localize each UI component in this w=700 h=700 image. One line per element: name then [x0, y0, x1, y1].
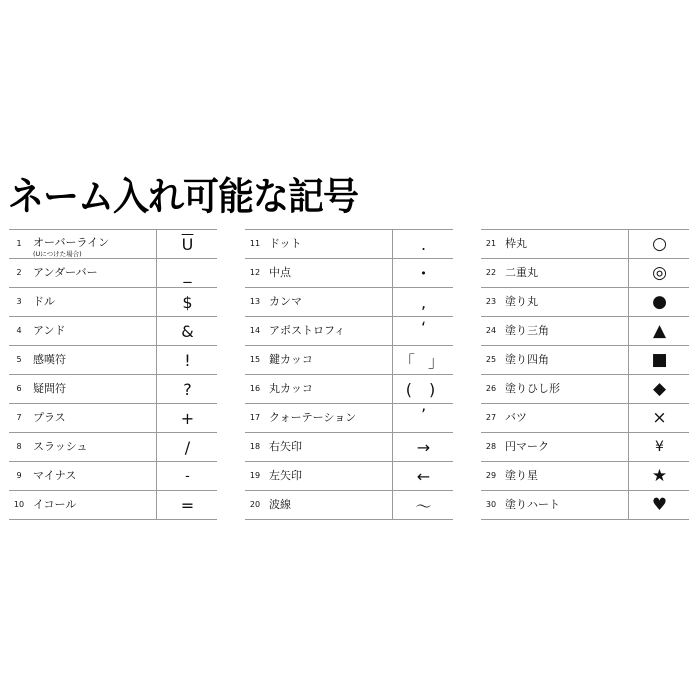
- symbol-glyph: ×: [652, 408, 667, 428]
- row-number: 1: [16, 239, 22, 248]
- row-number: 24: [485, 326, 497, 335]
- symbol-table-column-3: [481, 229, 689, 520]
- symbol-glyph: 「 」: [398, 351, 449, 371]
- row-number: 11: [249, 239, 261, 248]
- table-row: [245, 462, 453, 491]
- apostrophe-icon: [392, 317, 454, 345]
- symbol-name: 塗り三角: [505, 324, 549, 337]
- symbol-glyph: ♥: [651, 495, 668, 515]
- symbol-glyph: .: [420, 234, 427, 254]
- symbol-glyph: ( ): [405, 379, 442, 399]
- filled-star-icon: [628, 462, 690, 490]
- filled-heart-icon: [628, 491, 690, 519]
- row-number: 12: [249, 268, 261, 277]
- table-row: [481, 375, 689, 404]
- symbol-name: マイナス: [33, 469, 77, 482]
- symbol-name: 枠丸: [505, 237, 527, 250]
- comma-icon: [392, 288, 454, 316]
- question-icon: [156, 375, 218, 403]
- symbol-glyph: •: [420, 266, 427, 280]
- circle-outline-icon: [628, 230, 690, 258]
- symbol-name: イコール: [33, 498, 77, 511]
- row-number: 18: [249, 442, 261, 451]
- symbol-glyph: →: [416, 437, 431, 457]
- symbol-name: アンド: [33, 324, 66, 337]
- filled-diamond-icon: [628, 375, 690, 403]
- parentheses-icon: [392, 375, 454, 403]
- table-row: [481, 259, 689, 288]
- symbol-glyph: ○: [652, 234, 667, 254]
- cross-icon: [628, 404, 690, 432]
- symbol-name: プラス: [33, 411, 66, 424]
- symbol-glyph: =: [180, 495, 195, 515]
- underscore-icon: [156, 259, 218, 287]
- table-row: [9, 288, 217, 317]
- table-row: [9, 375, 217, 404]
- row-number: 29: [485, 471, 497, 480]
- symbol-name: 円マーク: [505, 440, 549, 453]
- table-row: [9, 491, 217, 520]
- row-number: 30: [485, 500, 497, 509]
- symbol-glyph: ●: [652, 292, 667, 312]
- symbol-glyph: ■: [651, 350, 668, 370]
- symbol-name: 丸カッコ: [269, 382, 313, 395]
- row-number: 4: [16, 326, 22, 335]
- table-row: [481, 491, 689, 520]
- table-row: [481, 462, 689, 491]
- row-number: 25: [485, 355, 497, 364]
- row-number: 3: [16, 297, 22, 306]
- minus-icon: [156, 462, 218, 490]
- symbol-name: 左矢印: [269, 469, 302, 482]
- symbol-name: アポストロフィ: [269, 324, 346, 337]
- table-row: [245, 491, 453, 520]
- filled-square-icon: [628, 346, 690, 374]
- symbol-glyph: ¥: [655, 439, 664, 455]
- row-number: 14: [249, 326, 261, 335]
- symbol-glyph: ‘: [420, 317, 427, 337]
- row-number: 8: [16, 442, 22, 451]
- row-number: 9: [16, 471, 22, 480]
- left-arrow-icon: [392, 462, 454, 490]
- row-number: 6: [16, 384, 22, 393]
- row-number: 26: [485, 384, 497, 393]
- symbol-name: カンマ: [269, 295, 302, 308]
- row-number: 27: [485, 413, 497, 422]
- equals-icon: [156, 491, 218, 519]
- symbol-name: 塗りひし形: [505, 382, 560, 395]
- symbol-glyph: &: [181, 321, 194, 341]
- symbol-name: 二重丸: [505, 266, 538, 279]
- dollar-icon: [156, 288, 218, 316]
- row-number: 21: [485, 239, 497, 248]
- table-row: [245, 230, 453, 259]
- row-number: 23: [485, 297, 497, 306]
- middle-dot-icon: [392, 259, 454, 287]
- symbol-glyph: ◎: [652, 263, 667, 283]
- symbol-glyph: /: [184, 437, 191, 457]
- symbol-glyph: +: [180, 408, 195, 428]
- table-row: [481, 404, 689, 433]
- table-row: [9, 346, 217, 375]
- symbol-name: 鍵カッコ: [269, 353, 313, 366]
- symbol-glyph: ▲: [652, 321, 667, 341]
- symbol-glyph: ?: [183, 379, 192, 399]
- corner-brackets-icon: [392, 346, 454, 374]
- symbol-name: 塗り星: [505, 469, 538, 482]
- table-row: [245, 375, 453, 404]
- yen-icon: [628, 433, 690, 461]
- symbol-glyph: ’: [420, 404, 427, 424]
- symbol-name: 塗り四角: [505, 353, 549, 366]
- symbol-name: 疑問符: [33, 382, 66, 395]
- table-row: [245, 288, 453, 317]
- table-row: [481, 346, 689, 375]
- ampersand-icon: [156, 317, 218, 345]
- table-row: [481, 433, 689, 462]
- symbol-name: 波線: [269, 498, 291, 511]
- symbol-glyph: -: [185, 468, 190, 484]
- row-number: 22: [485, 268, 497, 277]
- symbol-glyph: $: [182, 292, 193, 312]
- symbol-glyph: $\overline{U}$: [181, 234, 194, 254]
- symbol-glyph: ←: [416, 466, 431, 486]
- table-row: [245, 404, 453, 433]
- table-row: [9, 462, 217, 491]
- symbol-glyph: 〜: [415, 496, 432, 516]
- symbol-name: クォーテーション: [269, 411, 357, 424]
- symbol-glyph: ,: [420, 292, 427, 312]
- symbol-name: アンダーバー: [33, 266, 98, 279]
- row-number: 7: [16, 413, 22, 422]
- symbol-name-label: オーバーライン: [33, 236, 110, 249]
- table-row: [481, 230, 689, 259]
- symbol-name: 塗りハート: [505, 498, 560, 511]
- table-row: [9, 230, 217, 259]
- row-number: 17: [249, 413, 261, 422]
- row-number: 10: [13, 500, 25, 509]
- table-row: [245, 346, 453, 375]
- exclamation-icon: [156, 346, 218, 374]
- table-row: [245, 259, 453, 288]
- symbol-table-column-1: [9, 229, 217, 520]
- wave-dash-icon: [392, 491, 454, 519]
- dot-icon: [392, 230, 454, 258]
- row-number: 15: [249, 355, 261, 364]
- row-number: 20: [249, 500, 261, 509]
- table-row: [481, 317, 689, 346]
- table-row: [245, 317, 453, 346]
- right-arrow-icon: [392, 433, 454, 461]
- symbol-glyph: !: [184, 350, 191, 370]
- table-row: [481, 288, 689, 317]
- symbol-table-column-2: [245, 229, 453, 520]
- filled-circle-icon: [628, 288, 690, 316]
- row-number: 16: [249, 384, 261, 393]
- symbol-name: バツ: [505, 411, 527, 424]
- table-row: [9, 404, 217, 433]
- quotation-icon: [392, 404, 454, 432]
- symbol-name: 塗り丸: [505, 295, 538, 308]
- symbol-glyph: ★: [651, 466, 668, 486]
- filled-triangle-icon: [628, 317, 690, 345]
- table-row: [9, 317, 217, 346]
- symbol-name: ドット: [269, 237, 302, 250]
- symbol-name: 中点: [269, 266, 291, 279]
- table-row: [245, 433, 453, 462]
- row-number: 19: [249, 471, 261, 480]
- symbol-name-note: (Uにつけた場合): [33, 250, 82, 258]
- symbol-name: 右矢印: [269, 440, 302, 453]
- slash-icon: [156, 433, 218, 461]
- row-number: 13: [249, 297, 261, 306]
- page-title: ネーム入れ可能な記号: [8, 175, 359, 219]
- row-number: 2: [16, 268, 22, 277]
- symbol-glyph: _: [183, 263, 192, 283]
- symbol-name: スラッシュ: [33, 440, 88, 453]
- symbol-name: ドル: [33, 295, 55, 308]
- symbol-name: [33, 234, 109, 262]
- plus-icon: [156, 404, 218, 432]
- table-row: [9, 259, 217, 288]
- double-circle-icon: [628, 259, 690, 287]
- u-overline-icon: [156, 230, 218, 258]
- table-row: [9, 433, 217, 462]
- row-number: 28: [485, 442, 497, 451]
- symbol-name: 感嘆符: [33, 353, 66, 366]
- row-number: 5: [16, 355, 22, 364]
- symbol-glyph: ◆: [652, 379, 667, 399]
